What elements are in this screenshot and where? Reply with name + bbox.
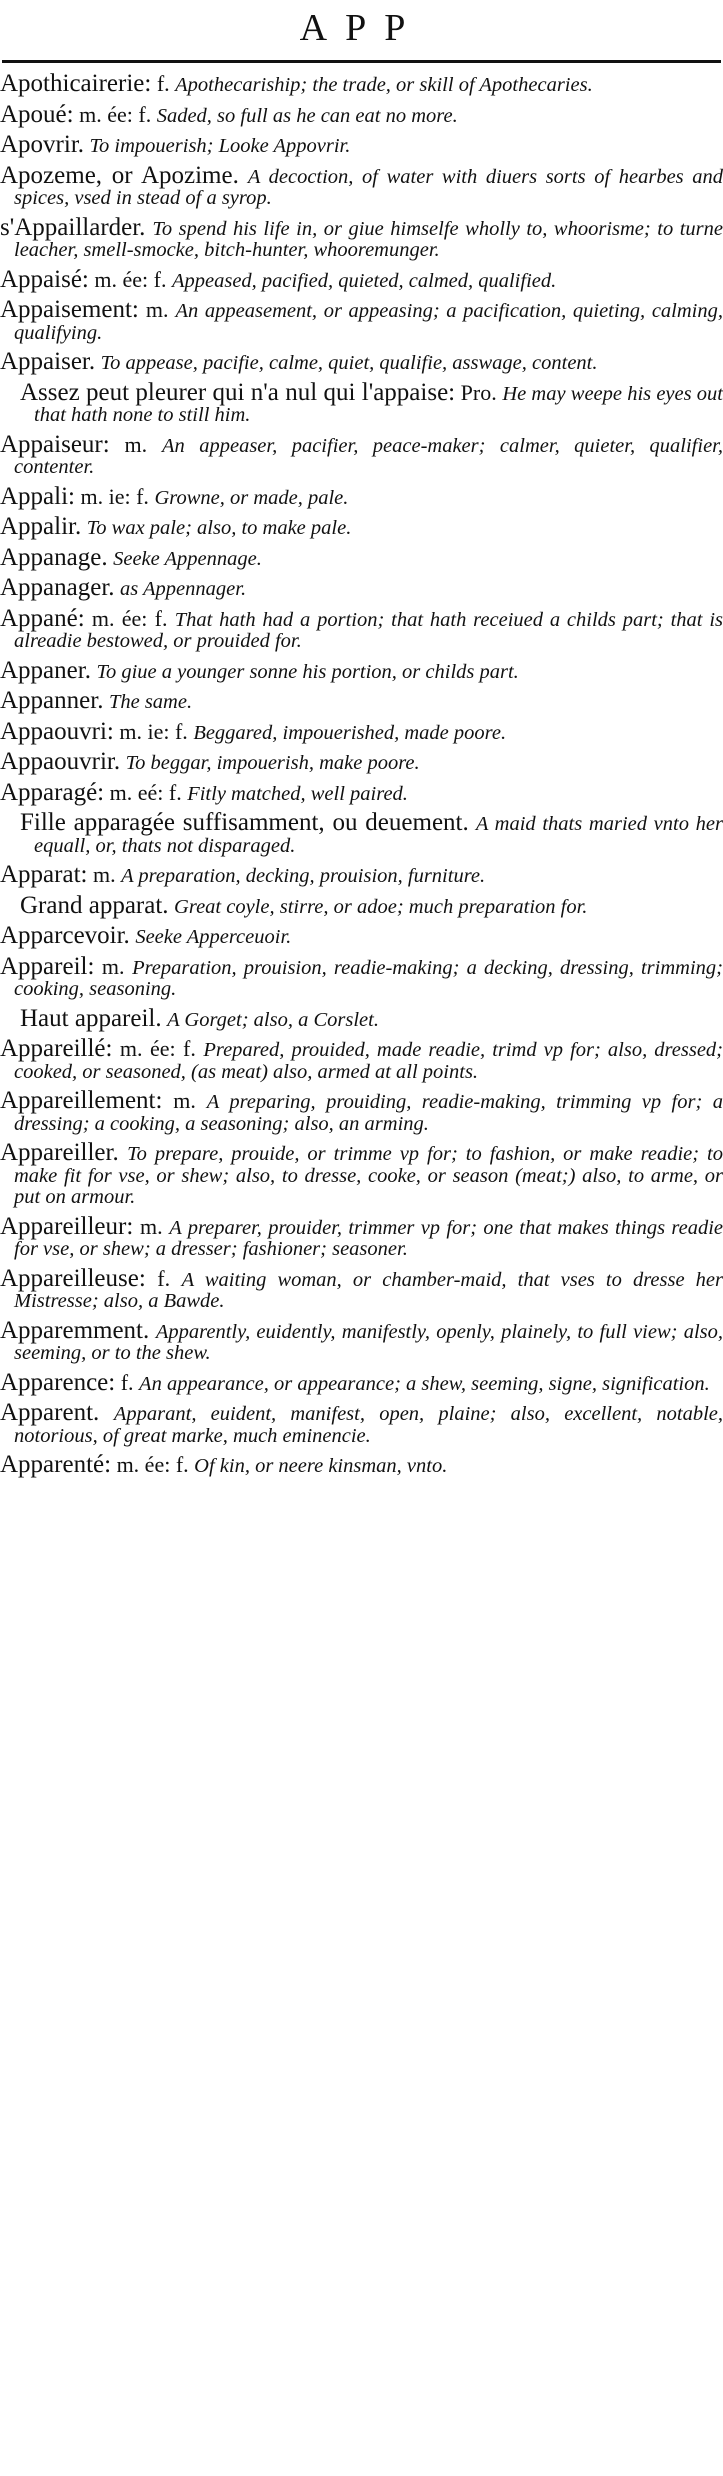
headword: Appaner. (0, 656, 91, 684)
headword: Appareil: (0, 952, 95, 980)
dictionary-entry (0, 543, 723, 571)
definition: Saded, so full as he can eat no more. (156, 104, 458, 127)
grammar-note: f. (145, 1265, 171, 1291)
headword: Apothicairerie: (0, 70, 152, 97)
headword: Apovrir. (0, 131, 85, 158)
headword: Grand apparat. (20, 891, 169, 919)
dictionary-entry (0, 1399, 723, 1447)
headword: Apoué: (0, 100, 74, 128)
headword: Appaiser. (0, 348, 96, 375)
dictionary-entry (0, 1212, 723, 1260)
headword: Appaouvri: (0, 717, 114, 745)
headword: Apparent. (0, 1399, 100, 1426)
dictionary-entry (0, 100, 723, 128)
definition: To beggar, impouerish, make poore. (125, 752, 420, 774)
definition: To prepare, prouide, or trimme vp for; to fashion, or make readie; to make fit for vse, or shew; also, to dresse, cooke, or season (meat;) also, to arme, or put on armour. (14, 1143, 723, 1208)
headword: Appaouvrir. (0, 748, 121, 775)
grammar-note: m. (87, 862, 116, 887)
dictionary-entry (0, 296, 723, 344)
definition: Beggared, impouerished, made poore. (193, 721, 507, 744)
grammar-note: m. eé: f. (104, 779, 182, 805)
grammar-note: m. ée: f. (112, 1036, 196, 1061)
dictionary-entry (0, 131, 723, 158)
headword: s'Appaillarder. (0, 213, 146, 241)
dictionary-entry (0, 574, 723, 601)
definition: That hath had a portion; that hath receiued a childs part; that is alreadie bestowed, or prouided for. (14, 608, 723, 652)
definition: A waiting woman, or chamber-maid, that vses to dresse her Mistresse; also, a Bawde. (14, 1268, 723, 1312)
dictionary-entry (0, 1139, 723, 1208)
dictionary-entry (0, 1368, 723, 1396)
dictionary-entry (0, 1451, 723, 1478)
dictionary-entry (0, 513, 723, 540)
grammar-note: m. (109, 431, 148, 457)
grammar-note: m. ie: f. (113, 718, 188, 744)
definition: Of kin, or neere kinsman, vnto. (194, 1455, 448, 1477)
grammar-note: f. (151, 71, 170, 96)
headword: Haut appareil. (20, 1004, 162, 1032)
dictionary-entry (0, 70, 723, 97)
definition: To spend his life in, or giue himselfe wholly to, whoorisme; to turne leacher, smell-smocke, bitch-hunter, whooremunger. (14, 217, 723, 261)
headword: Assez peut pleurer qui n'a nul qui l'appaise: (20, 378, 456, 406)
dictionary-entry (0, 348, 723, 375)
dictionary-entry (0, 482, 723, 510)
page-header: APP (299, 7, 424, 49)
grammar-note: m. ée: f. (88, 266, 167, 292)
grammar-note: m. (94, 953, 125, 979)
dictionary-entry (0, 604, 723, 652)
entry-list (0, 70, 723, 1486)
headword: Appareilleur: (0, 1212, 134, 1240)
definition: To wax pale; also, to make pale. (86, 517, 352, 539)
dictionary-entry (0, 922, 723, 949)
definition: An appeaser, pacifier, peace-maker; calmer, quieter, qualifier, contenter. (14, 434, 723, 478)
grammar-note: f. (115, 1369, 134, 1395)
definition: To giue a younger sonne his portion, or childs part. (96, 660, 519, 683)
definition: An appeasement, or appeasing; a pacification, quieting, calming, qualifying. (14, 300, 723, 344)
definition: Seeke Appennage. (113, 547, 262, 570)
headword: Appaisé: (0, 265, 89, 293)
dictionary-entry (0, 430, 723, 478)
dictionary-entry (0, 687, 723, 714)
definition: An appearance, or appearance; a shew, seeming, signe, signification. (139, 1372, 710, 1395)
dictionary-entry (0, 778, 723, 806)
dictionary-entry (0, 1264, 723, 1312)
definition: A decoction, of water with diuers sorts of hearbes and spices, vsed in stead of a syrop. (14, 165, 723, 209)
dictionary-entry (0, 1316, 723, 1364)
headword: Appané: (0, 604, 85, 632)
headword: Appali: (0, 482, 75, 510)
dictionary-entry (0, 213, 723, 261)
grammar-note: Pro. (455, 379, 497, 405)
grammar-note: m. (162, 1088, 196, 1113)
definition: Apparently, euidently, manifestly, openly, plainely, to full view; also, seeming, or to the shew. (14, 1320, 723, 1364)
dictionary-entry (0, 265, 723, 293)
grammar-note: m. ie: f. (75, 483, 149, 509)
definition: Prepared, prouided, made readie, trimd vp for; also, dressed; cooked, or seasoned, (as meat) also, armed at all points. (14, 1039, 723, 1083)
grammar-note: m. (138, 297, 169, 322)
headword: Apparat: (0, 861, 88, 888)
sub-entry (0, 378, 723, 426)
definition: Appeased, pacified, quieted, calmed, qualified. (171, 269, 557, 292)
headword: Appanage. (0, 543, 108, 571)
headword: Apparcevoir. (0, 922, 130, 949)
definition: Fitly matched, well paired. (187, 782, 408, 805)
dictionary-entry (0, 1035, 723, 1083)
headword: Appanner. (0, 687, 104, 714)
headword: Appareillé: (0, 1035, 113, 1062)
definition: Preparation, prouision, readie-making; a decking, dressing, trimming; cooking, seasoning. (14, 956, 723, 1000)
dictionary-entry (0, 861, 723, 888)
definition: Apparant, euident, manifest, open, plaine; also, excellent, notable, notorious, of great marke, much eminencie. (14, 1403, 723, 1447)
header-rule (2, 60, 721, 63)
definition: as Appennager. (120, 578, 247, 600)
definition: A preparing, prouiding, readie-making, trimming vp for; a dressing; a cooking, a seasoning; also, an arming. (14, 1091, 723, 1135)
headword: Appareiller. (0, 1139, 119, 1166)
headword: Appareillement: (0, 1087, 163, 1114)
headword: Apparence: (0, 1368, 116, 1396)
grammar-note: m. ée: f. (73, 101, 152, 127)
dictionary-entry (0, 1087, 723, 1135)
definition: Apothecariship; the trade, or skill of Apothecaries. (175, 74, 593, 96)
definition: To appease, pacifie, calme, quiet, qualifie, asswage, content. (100, 352, 598, 374)
dictionary-entry (0, 952, 723, 1000)
dictionary-entry (0, 656, 723, 684)
headword: Appalir. (0, 513, 82, 540)
headword: Appaisement: (0, 296, 139, 323)
definition: Growne, or made, pale. (154, 486, 349, 509)
headword: Appanager. (0, 574, 115, 601)
dictionary-entry (0, 748, 723, 775)
dictionary-entry (0, 717, 723, 745)
definition: He may weepe his eyes out that hath none to still him. (34, 382, 723, 426)
sub-entry (0, 891, 723, 919)
definition: Seeke Apperceuoir. (135, 926, 292, 948)
definition: The same. (108, 691, 193, 713)
headword: Apparemment. (0, 1316, 150, 1344)
headword: Fille apparagée suffisamment, ou deuement. (20, 809, 469, 836)
definition: Great coyle, stirre, or adoe; much preparation for. (174, 895, 588, 918)
headword: Apparagé: (0, 778, 105, 806)
dictionary-entry (0, 161, 723, 209)
grammar-note: m. ée: f. (84, 605, 168, 631)
definition: A Gorget; also, a Corslet. (167, 1008, 379, 1031)
headword: Apozeme, or Apozime. (0, 161, 239, 189)
grammar-note: m. ée: f. (111, 1452, 189, 1477)
grammar-note: m. (133, 1213, 163, 1239)
definition: A maid thats maried vnto her equall, or, thats not disparaged. (34, 813, 723, 857)
definition: A preparation, decking, prouision, furniture. (121, 865, 486, 887)
sub-entry (0, 809, 723, 857)
headword: Appaiseur: (0, 430, 110, 458)
sub-entry (0, 1004, 723, 1032)
definition: To impouerish; Looke Appovrir. (89, 135, 351, 157)
headword: Apparenté: (0, 1451, 112, 1478)
definition: A preparer, prouider, trimmer vp for; one that makes things readie for vse, or shew; a dresser; fashioner; seasoner. (14, 1216, 723, 1260)
headword: Appareilleuse: (0, 1264, 146, 1292)
